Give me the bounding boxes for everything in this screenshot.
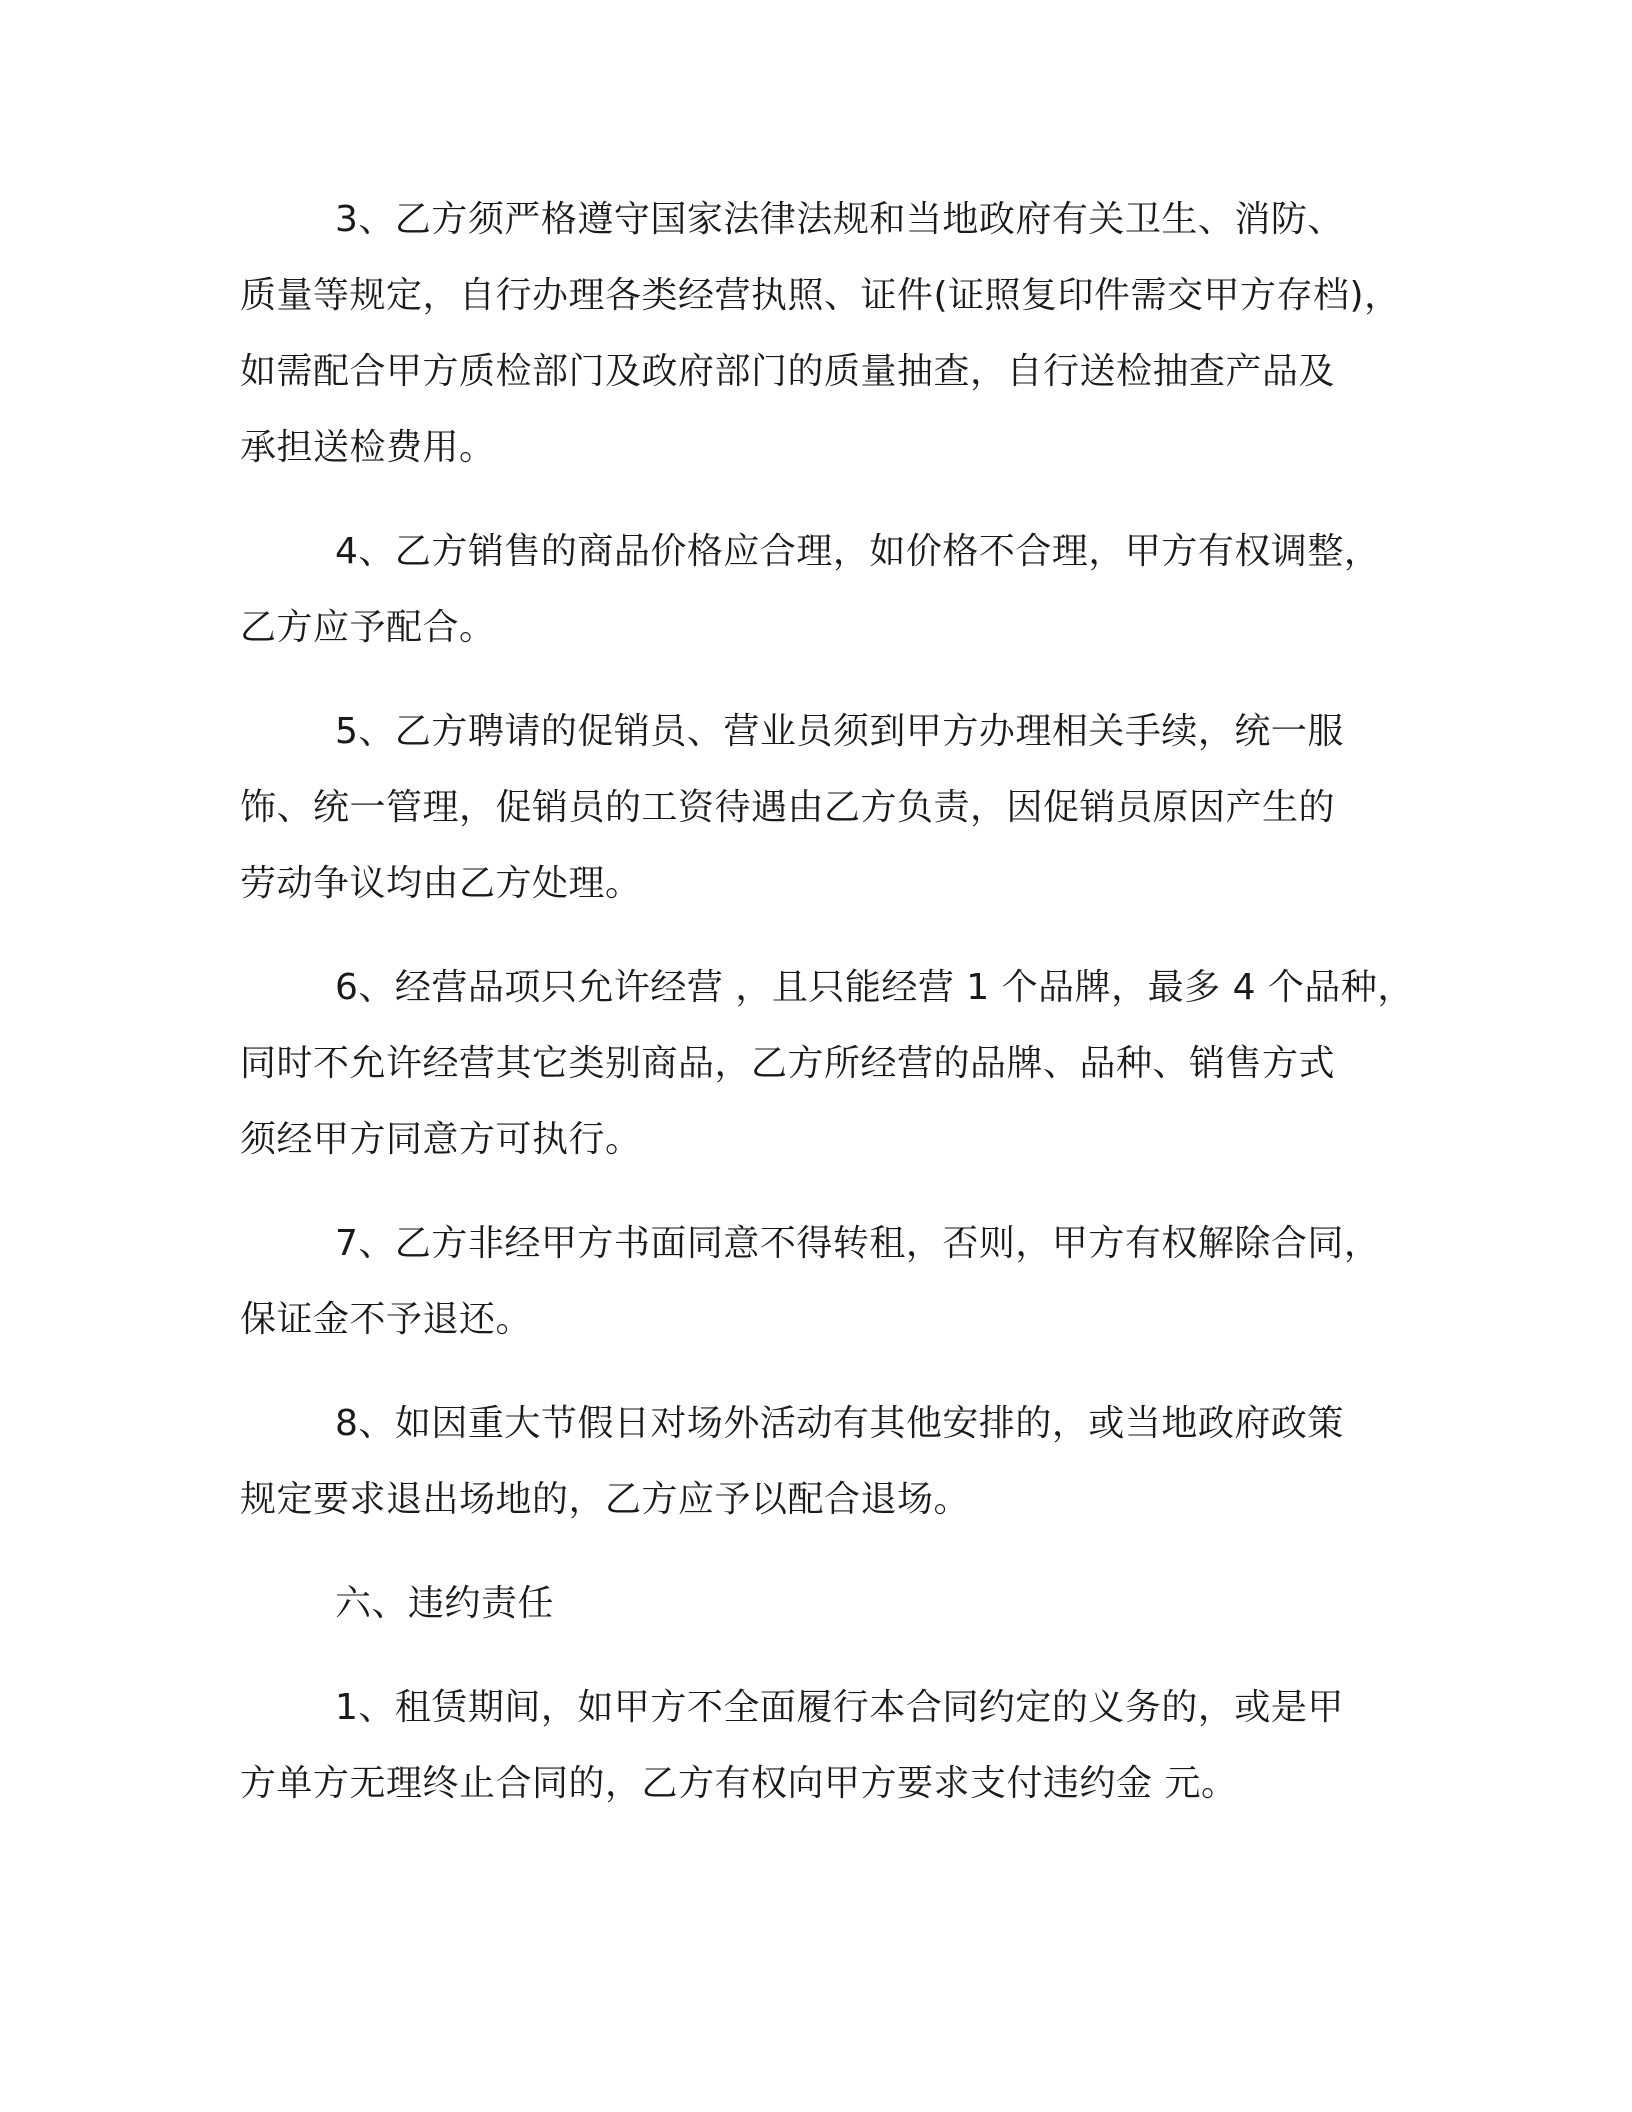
clause-6-line-2: 同时不允许经营其它类别商品，乙方所经营的品牌、品种、销售方式: [240, 1043, 1336, 1084]
breach-clause-1-line-2: 方单方无理终止合同的，乙方有权向甲方要求支付违约金 元。: [240, 1763, 1238, 1804]
clause-3-line-2: 质量等规定，自行办理各类经营执照、证件(证照复印件需交甲方存档)，: [240, 275, 1401, 316]
clause-5-line-2: 饰、统一管理，促销员的工资待遇由乙方负责，因促销员原因产生的: [240, 787, 1336, 828]
clause-7-line-1: 7、乙方非经甲方书面同意不得转租，否则，甲方有权解除合同，: [335, 1223, 1381, 1264]
clause-5-line-1: 5、乙方聘请的促销员、营业员须到甲方办理相关手续，统一服: [335, 711, 1344, 752]
clause-3-line-3: 如需配合甲方质检部门及政府部门的质量抽查，自行送检抽查产品及: [240, 351, 1336, 392]
clause-8-line-2: 规定要求退出场地的，乙方应予以配合退场。: [240, 1479, 971, 1520]
clause-3-line-1: 3、乙方须严格遵守国家法律法规和当地政府有关卫生、消防、: [335, 199, 1344, 240]
clause-4-line-1: 4、乙方销售的商品价格应合理，如价格不合理，甲方有权调整，: [335, 531, 1381, 572]
clause-6-line-3: 须经甲方同意方可执行。: [240, 1119, 642, 1160]
section-heading-breach-liability: 六、违约责任: [335, 1583, 555, 1624]
breach-clause-1-line-1: 1、租赁期间，如甲方不全面履行本合同约定的义务的，或是甲: [335, 1687, 1344, 1728]
clause-5-line-3: 劳动争议均由乙方处理。: [240, 863, 642, 904]
clause-3-line-4: 承担送检费用。: [240, 427, 496, 468]
clause-8-line-1: 8、如因重大节假日对场外活动有其他安排的，或当地政府政策: [335, 1403, 1344, 1444]
clause-7-line-2: 保证金不予退还。: [240, 1299, 533, 1340]
clause-4-line-2: 乙方应予配合。: [240, 607, 496, 648]
clause-6-line-1: 6、经营品项只允许经营 ，且只能经营 1 个品牌，最多 4 个品种，: [335, 967, 1414, 1008]
